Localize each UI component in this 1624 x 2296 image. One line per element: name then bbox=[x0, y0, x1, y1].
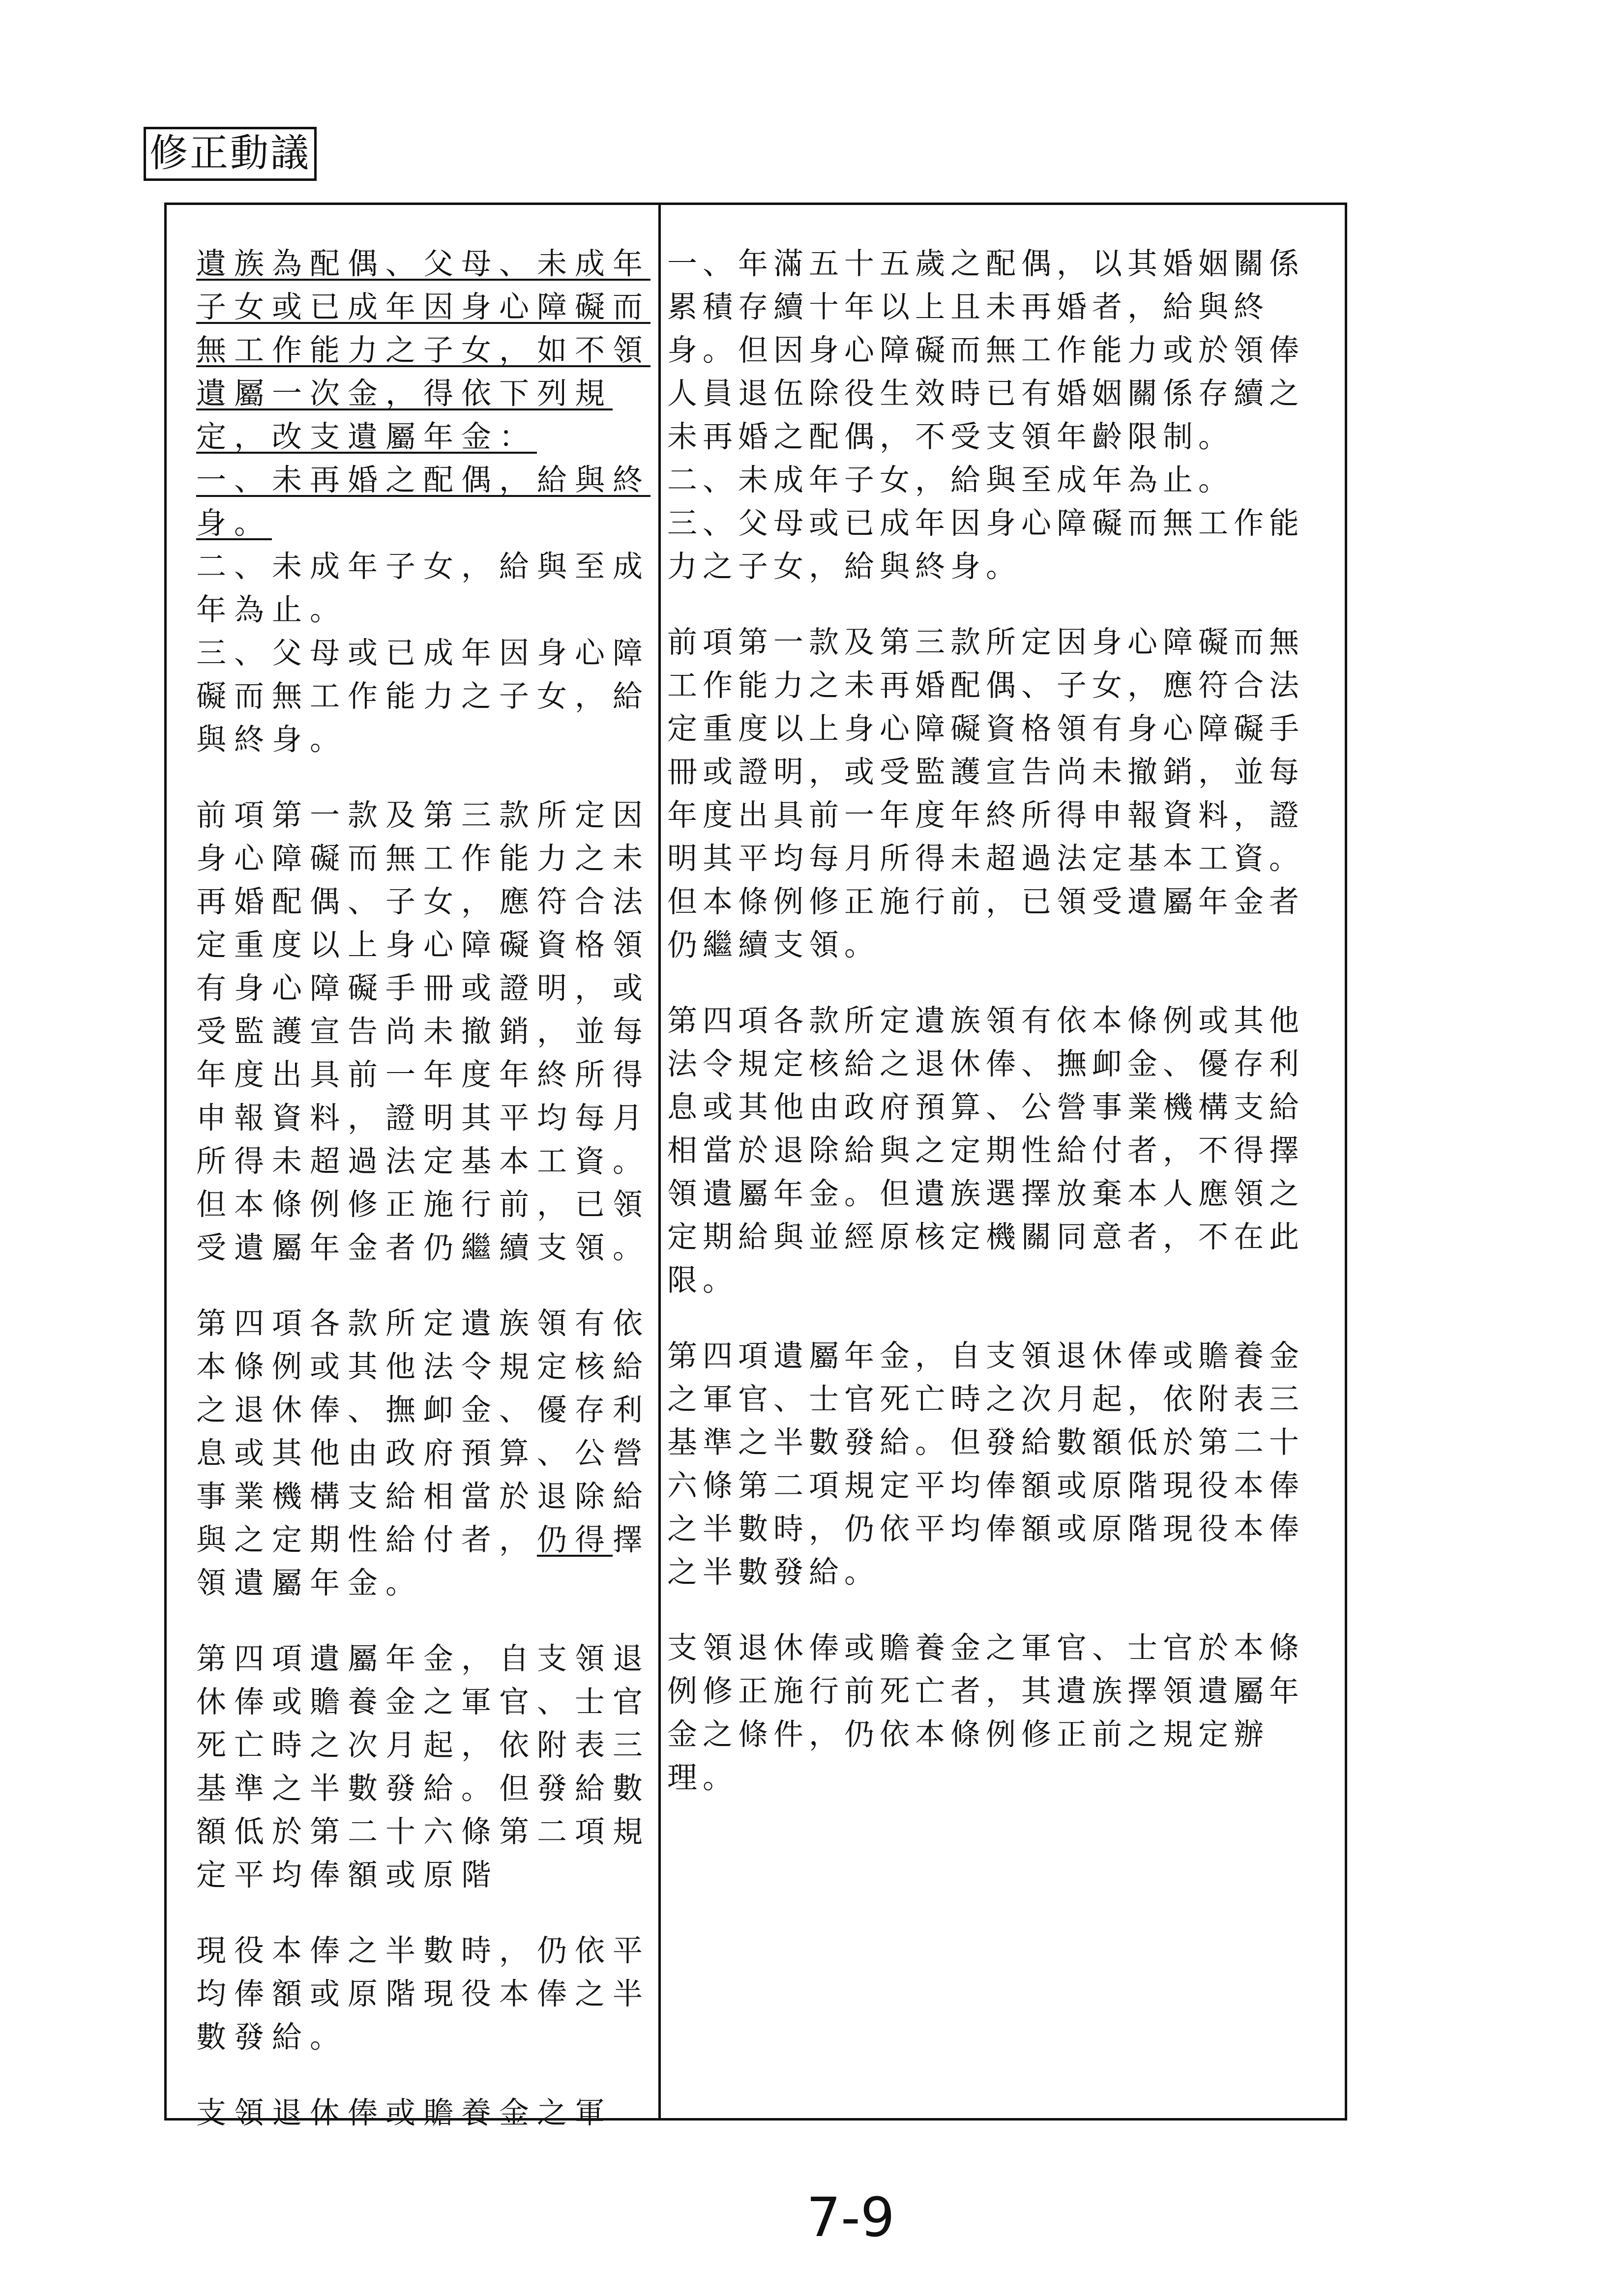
left-item-1 bbox=[196, 459, 653, 545]
right-paragraph-2: 前項第一款及第三款所定因身心障礙而無工作能力之未再婚配偶、子女，應符合法定重度以上身心障礙資格領有身心障礙手冊或證明，或受監護宣告尚未撤銷，並每年度出具前一年度年終所得申報資料，證明其平均每月所得未超過法定基本工資。但本條例修正施行前，已領受遺屬年金者仍繼續支領。 bbox=[667, 625, 1305, 962]
right-item-2: 二、未成年子女，給與至成年為止。 bbox=[667, 463, 1234, 497]
comparison-table bbox=[164, 203, 1347, 2130]
page-number: 7-9 bbox=[806, 2186, 895, 2249]
left-item-1-text: 一、未再婚之配偶，給與終身。 bbox=[196, 463, 651, 541]
left-paragraph-5: 現役本俸之半數時，仍依平均俸額或原階現役本俸之半數發給。 bbox=[196, 1933, 651, 2055]
right-column bbox=[667, 242, 1338, 1832]
left-item-3: 三、父母或已成年因身心障礙而無工作能力之子女，給與終身。 bbox=[196, 636, 651, 757]
motion-label: 修正動議 bbox=[144, 127, 317, 181]
right-item-3: 三、父母或已成年因身心障礙而無工作能力之子女，給與終身。 bbox=[667, 506, 1305, 584]
left-intro-text: 遺族為配偶、父母、未成年子女或已成年因身心障礙而無工作能力之子女，如不領遺屬一次金，得依下列規定，改支遺屬年金： bbox=[196, 246, 651, 454]
left-paragraph-3-a: 第四項各款所定遺族領有依本條例或其他法令規定核給之退休俸、撫卹金、優存利息或其他由政府預算、公營事業機構支給相當於退除給與之定期性給付者， bbox=[196, 1306, 651, 1557]
left-column bbox=[196, 242, 653, 2167]
right-paragraph-5: 支領退休俸或贍養金之軍官、士官於本條例修正施行前死亡者，其遺族擇領遺屬年金之條件，仍依本條例修正前之規定辦理。 bbox=[667, 1630, 1305, 1795]
right-paragraph-3: 第四項各款所定遺族領有依本條例或其他法令規定核給之退休俸、撫卹金、優存利息或其他由政府預算、公營事業機構支給相當於退除給與之定期性給付者，不得擇領遺屬年金。但遺族選擇放棄本人應領之定期給與並經原核定機關同意者，不在此限。 bbox=[667, 1003, 1305, 1298]
left-paragraph-4: 第四項遺屬年金，自支領退休俸或贍養金之軍官、士官死亡時之次月起，依附表三基準之半數發給。但發給數額低於第二十六條第二項規定平均俸額或原階 bbox=[196, 1641, 651, 1892]
left-paragraph-6: 支領退休俸或贍養金之軍 bbox=[196, 2095, 613, 2130]
left-paragraph-3-b: 擇領遺屬年金。 bbox=[196, 1522, 651, 1600]
right-paragraph-4: 第四項遺屬年金，自支領退休俸或贍養金之軍官、士官死亡時之次月起，依附表三基準之半數發給。但發給數額低於第二十六條第二項規定平均俸額或原階現役本俸之半數時，仍依平均俸額或原階現役本俸之半數發給。 bbox=[667, 1338, 1305, 1590]
left-paragraph-3-underlined: 仍得 bbox=[537, 1522, 613, 1557]
left-paragraph-2: 前項第一款及第三款所定因身心障礙而無工作能力之未再婚配偶、子女，應符合法定重度以上身心障礙資格領有身心障礙手冊或證明，或受監護宣告尚未撤銷，並每年度出具前一年度年終所得申報資料，證明其平均每月所得未超過法定基本工資。但本條例修正施行前，已領受遺屬年金者仍繼續支領。 bbox=[196, 798, 651, 1265]
left-paragraph-3 bbox=[196, 1302, 653, 1605]
column-divider bbox=[658, 205, 661, 2118]
left-item-2: 二、未成年子女，給與至成年為止。 bbox=[196, 549, 651, 627]
right-item-1: 一、年滿五十五歲之配偶，以其婚姻關係累積存續十年以上且未再婚者，給與終身。但因身心障礙而無工作能力或於領俸人員退伍除役生效時已有婚姻關係存續之未再婚之配偶，不受支領年齡限制。 bbox=[667, 246, 1305, 454]
left-intro bbox=[196, 242, 653, 459]
